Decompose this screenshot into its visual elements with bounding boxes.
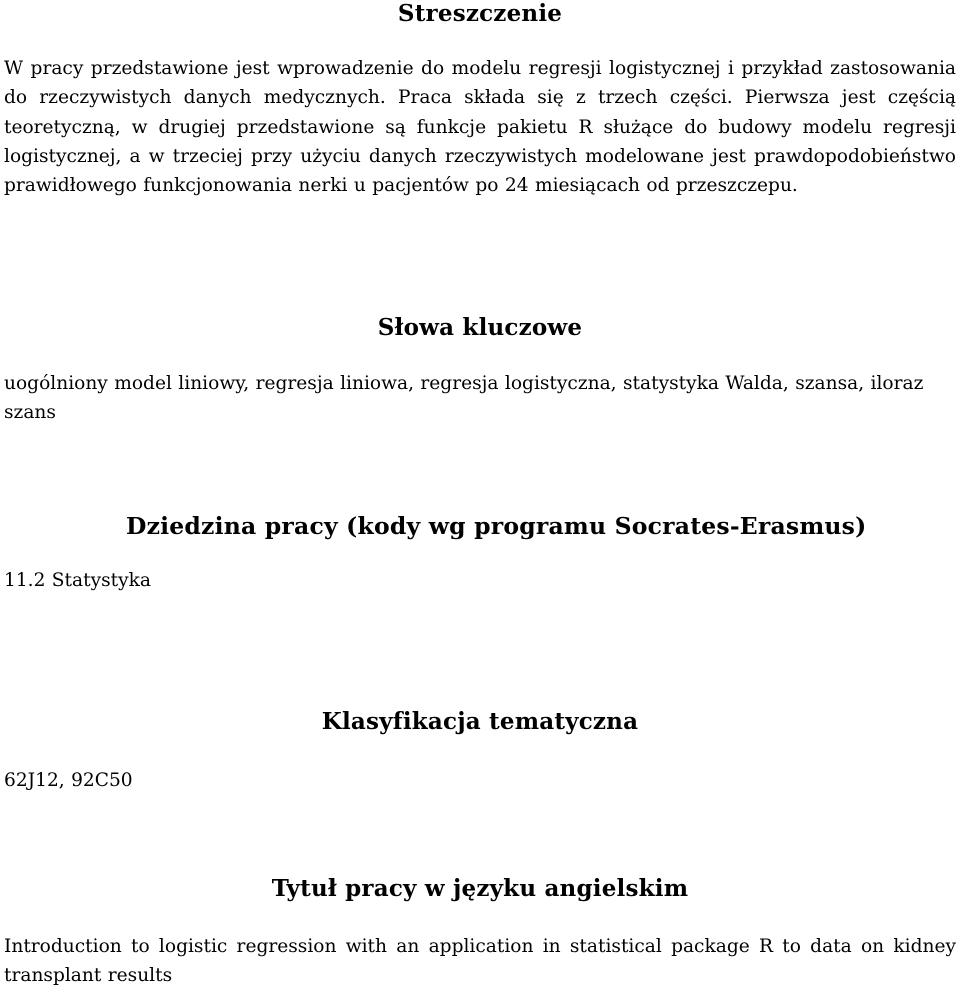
field-heading: Dziedzina pracy (kody wg programu Socrates-Erasmus) [126, 512, 867, 540]
classification-paragraph: 62J12, 92C50 [4, 770, 133, 791]
abstract-heading: Streszczenie [397, 0, 563, 27]
english-title-paragraph: Introduction to logistic regression with an application in statistical package R to data on kidney transplant results [4, 936, 956, 987]
abstract-paragraph: W pracy przedstawione jest wprowadzenie do modelu regresji logistycznej i przykład zastosowania do rzeczywistych danych medycznych. Praca składa się z trzech części. Pierwsza jest częścią teoretyczną, w drugiej przedstawione są funkcje pakietu R służące do budowy modelu regresji logistycznej, a w trzeciej przy użyciu danych rzeczywistych modelowane jest prawdopodobieństwo prawidłowego funkcjonowania nerki u pacjentów po 24 miesiącach od przeszczepu. [4, 58, 956, 197]
keywords-paragraph: uogólniony model liniowy, regresja liniowa, regresja logistyczna, statystyka Walda, szansa, iloraz szans [4, 373, 924, 424]
field-paragraph: 11.2 Statystyka [4, 570, 151, 591]
classification-heading: Klasyfikacja tematyczna [321, 708, 639, 735]
keywords-heading: Słowa kluczowe [377, 314, 583, 341]
english-title-heading: Tytuł pracy w języku angielskim [271, 875, 689, 902]
